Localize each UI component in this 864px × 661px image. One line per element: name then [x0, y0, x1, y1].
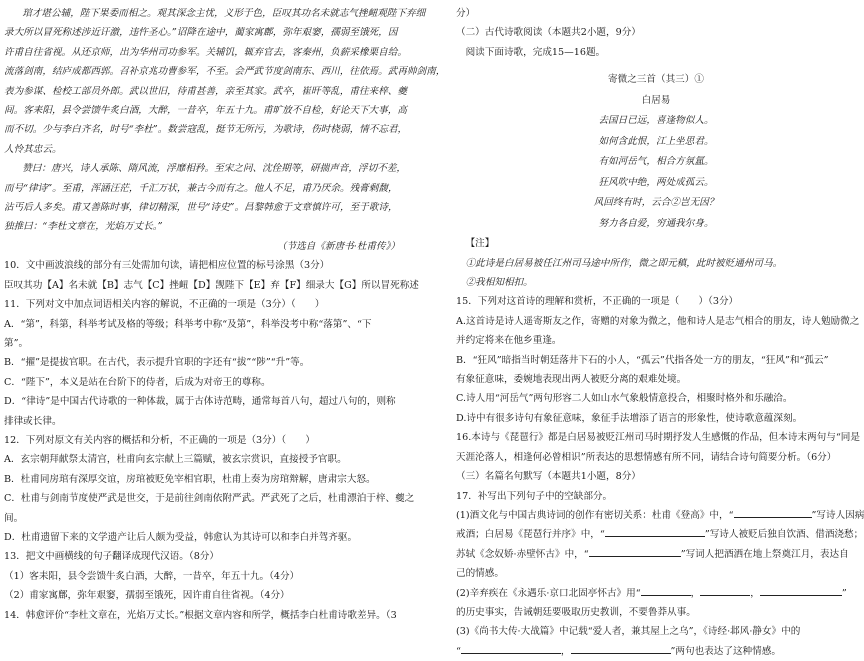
question-line: 14．韩愈评价“李杜文章在，光焰万丈长。”根据文章内容和所学，概括李白杜甫诗歌差异。（3: [4, 609, 397, 621]
answer-blank[interactable]: [571, 642, 671, 654]
option-line: C．“陛下”，本义是站在台阶下的侍者，后成为对帝王的尊称。: [4, 376, 271, 388]
poem-line: 狂风吹中绝，两处成孤云。: [598, 176, 714, 188]
note-line: ②我相知相扣。: [465, 277, 533, 289]
poem-title: 寄微之三首（其三）①: [608, 74, 704, 86]
fill-text: ”写诗人被贬后独自饮酒、借酒浇愁；: [704, 529, 864, 541]
passage-line: 表为参谋、检校工部员外郎。武以世旧，待甫甚善，亲至其家。武卒，崔旰等乱，甫往来梓、夔: [4, 85, 407, 97]
option-line: C.诗人用“河岳气”两句形容二人如山水气象般情意投合，相聚时格外和乐融洽。: [456, 393, 793, 405]
section-title: （二）古代诗歌阅读（本题共2小题，9分）: [456, 27, 641, 39]
answer-blank[interactable]: [734, 506, 812, 518]
question-line: 12．下列对原文有关内容的概括和分析，不正确的一项是（3分）（ ）: [4, 434, 315, 446]
note-line: ①此诗是白居易被任江州司马途中所作，微之即元稹，此时被贬通州司马。: [465, 257, 783, 269]
option-line: D．“律诗”是中国古代诗歌的一种体裁，属于古体诗范畴，通常每首八句，超过八句的，则称: [4, 396, 396, 408]
citation: （节选自《新唐书·杜甫传》）: [277, 240, 400, 252]
passage-line: 人怜其忠云。: [4, 143, 62, 155]
option-line: 间。: [4, 512, 24, 524]
poem-author: 白居易: [641, 94, 671, 106]
fill-text: 的历史事实，告诫朝廷要吸取历史教训，不要鲁莽从事。: [456, 606, 696, 618]
fill-text: “: [456, 645, 461, 657]
answer-blank[interactable]: [589, 545, 681, 557]
option-line: D.诗中有很多诗句有象征意味，象征手法增添了语言的形象性，使诗歌意蕴深刻。: [456, 412, 803, 424]
fill-text: (1)酒文化与中国古典诗词的创作有密切关系：杜甫《登高》中，“: [456, 509, 734, 521]
fill-line: [456, 622, 856, 641]
poem-line: 去国日已远，喜逢物似人。: [598, 115, 714, 127]
option-line: 并约定将来在他乡重逢。: [456, 335, 562, 347]
note-heading: 【注】: [465, 238, 495, 250]
fill-text: ”: [841, 587, 847, 599]
zan-line: 而号“律诗”。至甫，浑涵汪茫，千汇万状，兼古今而有之。他人不足，甫乃厌余。残膏剩馥，: [4, 182, 398, 194]
poem: [456, 62, 856, 234]
fill-line: [456, 642, 856, 661]
fill-line: [456, 506, 864, 525]
fill-text: ，: [690, 587, 701, 599]
zan-line: 赞曰：唐兴，诗人承陈、隋风流，浮靡相矜。至宋之问、沈佺期等，研揣声音，浮切不差，: [22, 163, 406, 175]
option-line: 排律或长律。: [4, 415, 62, 427]
passage-line: 录大所以冒死称述涉近讦激，违忤圣心。”诏降在途中，蔺家寓鄜，弥年艰窭，孺弱至饿死，因: [4, 27, 398, 39]
answer-blank[interactable]: [605, 525, 705, 537]
zan-line: 独推曰：“李杜文章在，光焰万丈长。”: [4, 221, 163, 233]
left-column: [4, 4, 446, 625]
option-line: B．杜甫同房琯有深厚交谊，房琯被贬免宰相官职，杜甫上奏为房琯辩解，唐肃宗大怒。: [4, 473, 376, 485]
instruction: 阅读下面诗歌，完成15—16题。: [465, 46, 606, 58]
subquestion-line: （1）客耒阳，县令尝馈牛炙白酒，大醉，一昔卒，年五十九。（4分）: [4, 570, 300, 582]
question-line: 天涯沦落人，相逢何必曾相识”所表达的思想情感有所不同，请结合诗句简要分析。（6分）: [456, 451, 837, 463]
poem-line: 风回终有时，云合②岂无因？: [593, 197, 719, 209]
question-line: 15．下列对这首诗的理解和赏析，不正确的一项是（ ）（3分）: [456, 296, 739, 308]
poem-line: 如何含此恨，江上坐思君。: [598, 135, 714, 147]
fill-text: ”写诗人因病: [811, 509, 864, 521]
fill-line: [456, 584, 856, 603]
question-line: 16.本诗与《琵琶行》都是白居易被贬江州司马时期抒发人生感慨的作品，但本诗末两句与“同是: [456, 432, 860, 444]
question-line: 11．下列对文中加点词语相关内容的解说，不正确的一项是（3分）（ ）: [4, 299, 325, 311]
option-line: 有象征意味，委婉地表现出两人被贬分离的艰难处境。: [456, 374, 687, 386]
fill-line: [456, 603, 856, 622]
fill-text: ，: [560, 645, 571, 657]
passage-line: 许甫自往省视。从还京师，出为华州司功参军。关辅饥，辄弃官去，客秦州，负薪采橡栗自给。: [4, 46, 407, 58]
option-line: A．“第”，科第，科举考试及格的等级；科举考中称“及第”，科举没考中称“落第”、“下: [4, 318, 372, 330]
fill-text: 己的情感。: [456, 568, 504, 580]
poem-line: 努力各自爱，穷通我尔身。: [598, 217, 714, 229]
fill-line: [456, 545, 856, 564]
option-line: B．“狂风”暗指当时朝廷落井下石的小人，“孤云”代指各处一方的朋友，“狂风”和“孤云”: [456, 354, 829, 366]
question-line: 10．文中画波浪线的部分有三处需加句读，请把相应位置的标号涂黑（3分）: [4, 260, 330, 272]
passage-line: 流落剑南，结庐成都西郭。召补京兆功曹参军，不至。会严武节度剑南东、西川，往依焉。武再帅剑南，: [4, 66, 446, 78]
fill-text: (3)《尚书大传·大战篇》中记载“爱人者，兼其屋上之乌”，《诗经·邶风·静女》中的: [456, 626, 801, 638]
poem-line: 有如河岳气，相合方氛氲。: [598, 156, 714, 168]
subquestion-line: （2）甫家寓鄜，弥年艰窭，孺弱至饿死，因许甫自往省视。（4分）: [4, 590, 290, 602]
answer-blank[interactable]: [641, 584, 691, 596]
option-line: A．玄宗朝拜献祭太清宫，杜甫向玄宗献上三篇赋，被玄宗赏识，直接授予官职。: [4, 454, 347, 466]
section-title: （三）名篇名句默写（本题共1小题，8分）: [456, 471, 641, 483]
passage-line: 琯才堪公辅，陛下果委而相之。观其深念主忧，义形于色，臣叹其功名未就志气挫衄观陛下弃细: [22, 8, 426, 19]
fill-text: ”写词人把酒洒在地上祭奠江月，表达自: [680, 548, 849, 560]
passage-line: 间。客耒阳，县令尝馈牛炙白酒，大醉，一昔卒，年五十九。甫旷放不自检，好论天下大事，高: [4, 105, 407, 117]
question-line: 17．补写出下列句子中的空缺部分。: [456, 490, 613, 502]
fill-line: [456, 525, 864, 544]
question-line: 臣叹其功【A】名未就【B】志气【C】挫衄【D】觊陛下【E】弃【F】细录大【G】所以冒死称述: [4, 279, 419, 291]
answer-blank[interactable]: [760, 584, 842, 596]
option-line: B．“擢”是提拔官职。在古代，表示提升官职的字还有“拔”“陟”“升”等。: [4, 357, 310, 369]
option-line: 第”。: [4, 337, 29, 349]
fill-text: 戒酒；白居易《琵琶行并序》中，“: [456, 529, 605, 541]
option-line: A.这首诗是诗人遥寄斯友之作，寄赠的对象为微之，他和诗人是志气相合的朋友，诗人勉励微之: [456, 315, 860, 327]
option-line: D．杜甫遗留下来的文学遗产让后人颇为受益，韩愈认为其诗可以和李白并驾齐驱。: [4, 531, 358, 543]
answer-blank[interactable]: [700, 584, 750, 596]
question-line: 13．把文中画横线的句子翻译成现代汉语。（8分）: [4, 551, 219, 563]
passage-line: 而不切。少与李白齐名，时号“李杜”。数尝寇乱，挺节无所污，为歌诗，伤时桡弱，情不忘君，: [4, 124, 408, 136]
zan-line: 沾丐后人多矣。甫又善陈时事，律切精深，世号“诗史”。昌黎韩愈于文章慎许可，至于歌诗，: [4, 202, 398, 214]
fill-text: (2)辛弃疾在《永遇乐·京口北固亭怀古》用“: [456, 587, 641, 599]
fill-line: [456, 564, 856, 583]
fill-text: 苏轼《念奴娇·赤壁怀古》中，“: [456, 548, 589, 560]
answer-blank[interactable]: [461, 642, 561, 654]
right-column: [456, 4, 864, 661]
continuation-text: 分）: [456, 8, 476, 19]
fill-text: ”两句也表达了这种情感。: [670, 645, 781, 657]
option-line: C．杜甫与剑南节度使严武是世交，于是前往剑南依附严武。严武死了之后，杜甫漂泊于梓、夔之: [4, 493, 415, 505]
fill-text: ，: [750, 587, 760, 599]
